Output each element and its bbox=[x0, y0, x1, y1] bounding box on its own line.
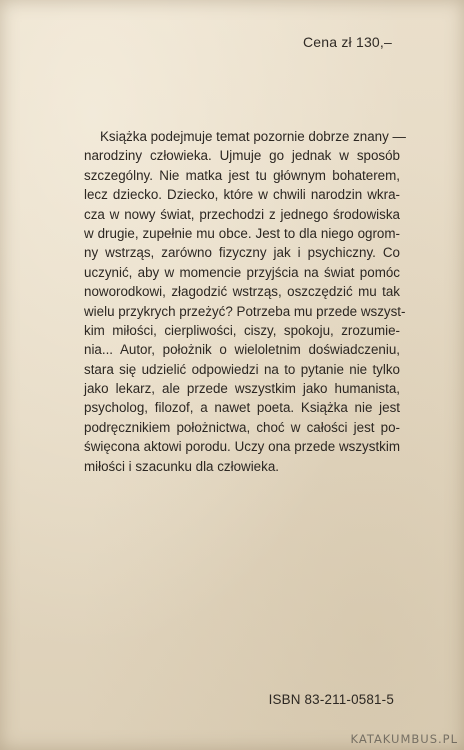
description-line: nia... Autor, położnik o wieloletnim doświadczeniu, bbox=[84, 342, 400, 358]
description-line: narodziny człowieka. Ujmuje go jednak w sposób bbox=[84, 148, 400, 164]
description-line: święcona aktowi porodu. Uczy ona przede wszystkim bbox=[84, 439, 400, 455]
description-line: szczególny. Nie matka jest tu głównym bohaterem, bbox=[84, 167, 400, 183]
description-line: podręcznikiem położnictwa, choć w całości jest po- bbox=[84, 419, 400, 435]
description-line: psycholog, filozof, a nawet poeta. Książka nie jest bbox=[84, 400, 400, 416]
price-label: Cena zł 130,– bbox=[303, 34, 392, 50]
description-line: jako lekarz, ale przede wszystkim jako humanista, bbox=[84, 381, 400, 397]
description-line: noworodkowi, złagodzić wstrząs, oszczędzić mu tak bbox=[84, 284, 400, 300]
description-line: Książka podejmuje temat pozornie dobrze znany — bbox=[100, 129, 406, 144]
description-line: wielu przykrych przeżyć? Potrzeba mu przede wszyst- bbox=[84, 303, 406, 319]
description-line: stara się udzielić odpowiedzi na to pytanie nie tylko bbox=[84, 361, 400, 377]
description-line: w drugie, zupełnie mu obce. Jest to dla niego ogrom- bbox=[84, 225, 400, 241]
description-line: miłości i szacunku dla człowieka. bbox=[84, 458, 279, 474]
description-line: lecz dziecko. Dziecko, które w chwili narodzin wkra- bbox=[84, 187, 400, 203]
description-line: ny wstrząs, zarówno fizyczny jak i psychiczny. Co bbox=[84, 245, 400, 261]
book-description bbox=[84, 127, 406, 476]
description-line: kim miłości, cierpliwości, ciszy, spokoju, zrozumie- bbox=[84, 322, 400, 338]
watermark: KATAKUMBUS.PL bbox=[350, 732, 458, 746]
description-line: cza w nowy świat, przechodzi z jednego środowiska bbox=[84, 206, 400, 222]
description-line: uczynić, aby w momencie przyjścia na świat pomóc bbox=[84, 264, 400, 280]
isbn-label: ISBN 83-211-0581-5 bbox=[268, 692, 394, 707]
